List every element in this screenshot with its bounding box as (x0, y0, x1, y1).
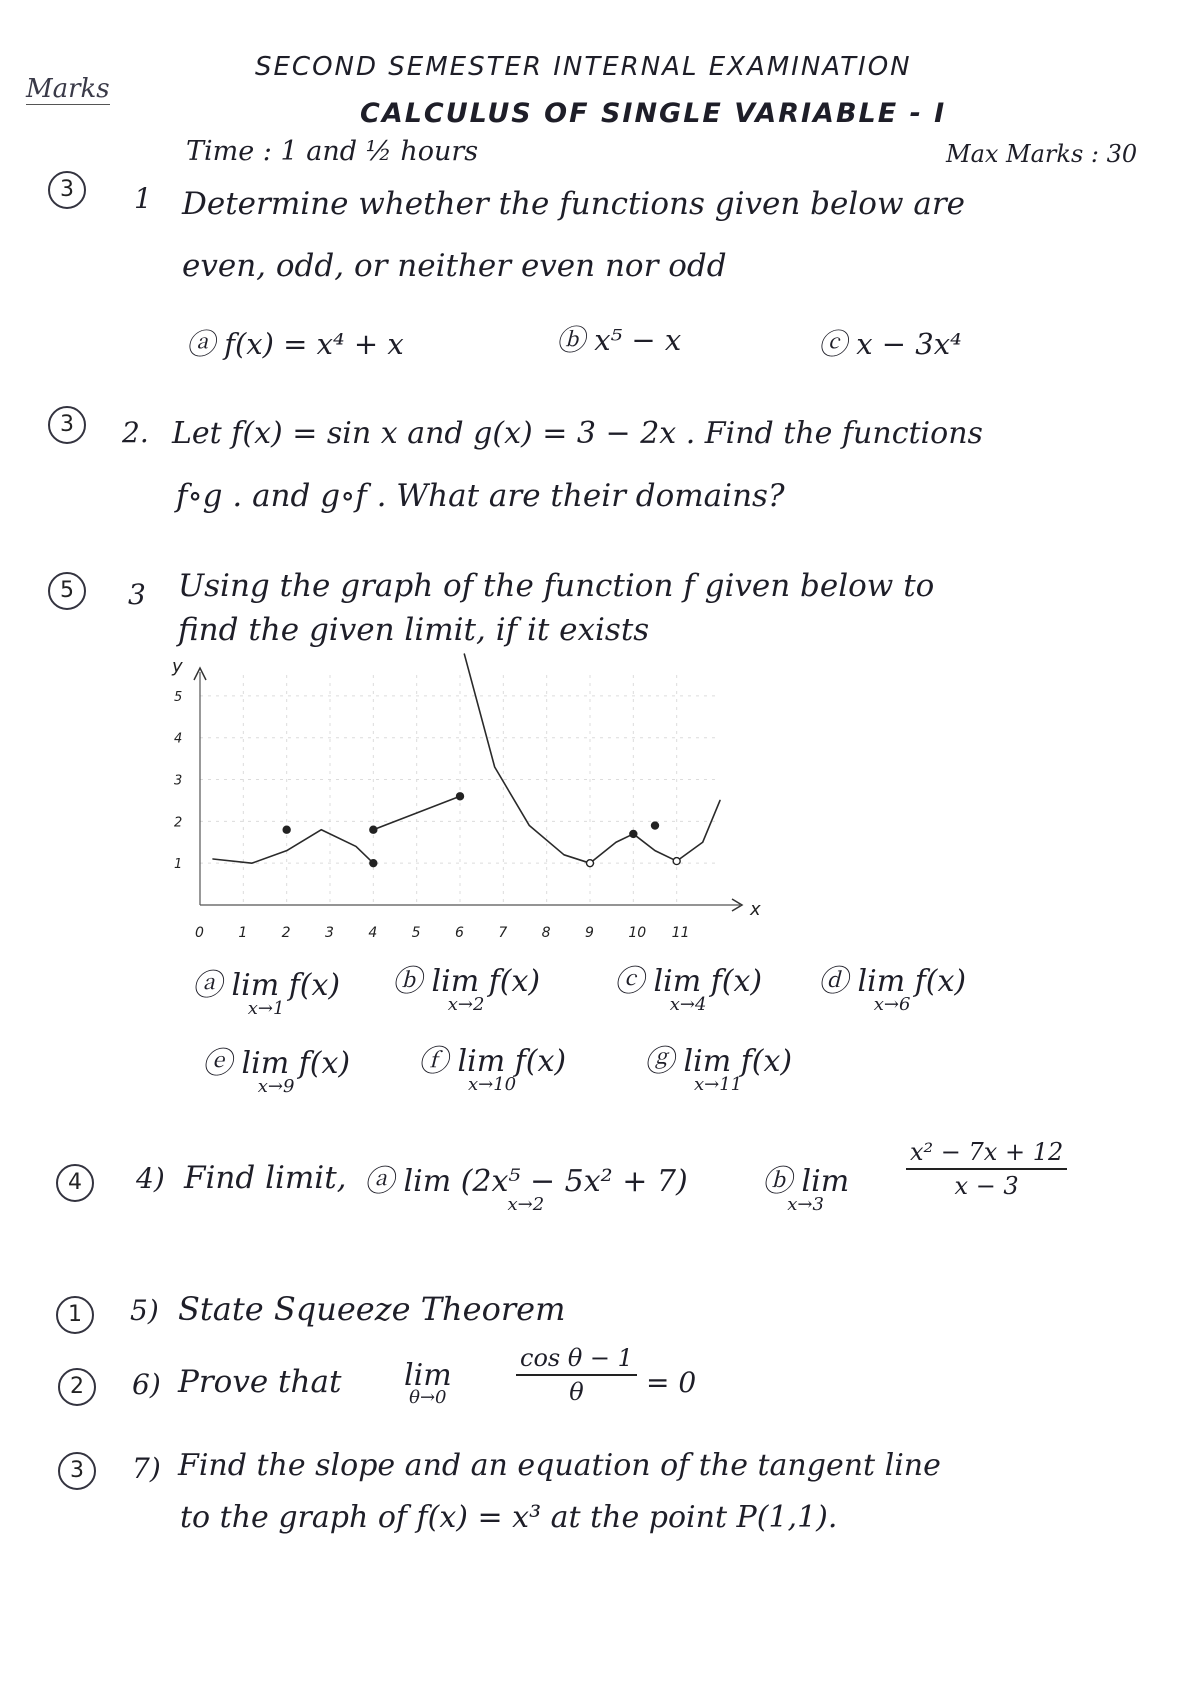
q2-marks-badge: 3 (48, 406, 86, 444)
q6-numerator: cos θ − 1 (516, 1344, 637, 1376)
q1-text-line2: even, odd, or neither even nor odd (182, 248, 727, 284)
q7-text-line1: Find the slope and an equation of the tangent line (178, 1448, 941, 1483)
q3-text-line2: find the given limit, if it exists (178, 612, 650, 648)
q2-text-line2: f∘g . and g∘f . What are their domains? (176, 478, 785, 514)
y-tick-label: 1 (174, 857, 183, 873)
q3-text-line1: Using the graph of the function f given below to (178, 568, 935, 604)
q4-part-b-fraction (906, 1138, 1067, 1200)
q1-part-c: ⓒ x − 3x⁴ (818, 327, 962, 361)
q7-marks-badge: 3 (58, 1452, 96, 1490)
marks-column-label: Marks (26, 74, 110, 104)
q6-marks-badge: 2 (58, 1368, 96, 1406)
x-tick-label: 10 (628, 925, 647, 941)
q6-fraction (516, 1344, 637, 1406)
q3-part-g-under: x→11 (694, 1074, 743, 1095)
filled-point (652, 822, 659, 829)
q3-part-d-label: ⓓ lim f(x) (818, 964, 967, 999)
q1-text-line1: Determine whether the functions given below are (182, 186, 965, 222)
q1-part-a: ⓐ f(x) = x⁴ + x (186, 327, 404, 361)
x-tick-label: 3 (325, 925, 334, 941)
q6-number: 6) (132, 1368, 161, 1401)
q6-lim-under: θ→0 (409, 1387, 447, 1408)
exam-title: SECOND SEMESTER INTERNAL EXAMINATION (255, 52, 912, 82)
q3-part-d (818, 956, 966, 1015)
q1-part-b: ⓑ x⁵ − x (556, 323, 682, 357)
curve-segment-3 (464, 654, 720, 863)
curve-segment-2 (373, 796, 460, 829)
open-point (673, 858, 680, 865)
filled-point (370, 860, 377, 867)
q7-number: 7) (132, 1452, 161, 1485)
q4-marks-badge: 4 (56, 1164, 94, 1202)
q7-text-line2: to the graph of f(x) = x³ at the point P(1,1). (180, 1500, 838, 1535)
q4-part-a-under: x→2 (507, 1194, 545, 1215)
q6-rhs: = 0 (646, 1366, 697, 1399)
q3-part-f-under: x→10 (468, 1074, 517, 1095)
q3-part-d-under: x→6 (873, 994, 911, 1015)
q2-number: 2. (122, 416, 149, 449)
x-tick-label: 8 (541, 925, 551, 941)
q3-part-b (392, 956, 540, 1015)
q3-part-g (644, 1036, 792, 1095)
x-tick-label: 4 (368, 925, 378, 941)
filled-point (457, 793, 464, 800)
q3-part-b-label: ⓑ lim f(x) (392, 964, 541, 999)
q3-part-b-under: x→2 (447, 994, 485, 1015)
filled-point (630, 830, 637, 837)
q1-marks-badge: 3 (48, 171, 86, 209)
q3-part-a-label: ⓐ lim f(x) (192, 968, 341, 1003)
y-axis-label: y (172, 656, 183, 677)
course-title: CALCULUS OF SINGLE VARIABLE - I (360, 98, 947, 129)
q3-part-c-under: x→4 (669, 994, 707, 1015)
x-tick-label: 0 (195, 925, 204, 941)
q3-part-f (418, 1036, 566, 1095)
q2-text-line1: Let f(x) = sin x and g(x) = 3 − 2x . Find the functions (172, 416, 983, 451)
q3-part-e-under: x→9 (257, 1076, 295, 1097)
q3-part-f-label: ⓕ lim f(x) (418, 1044, 567, 1079)
q5-text: State Squeeze Theorem (178, 1290, 566, 1328)
q3-part-g-label: ⓖ lim f(x) (644, 1044, 793, 1079)
q3-part-c-label: ⓒ lim f(x) (614, 964, 763, 999)
q5-number: 5) (130, 1294, 159, 1327)
open-point (587, 860, 594, 867)
q4-part-a-label: ⓐ lim (2x⁵ − 5x² + 7) (364, 1164, 688, 1199)
q3-part-c (614, 956, 762, 1015)
q4-part-b-under: x→3 (787, 1194, 824, 1215)
y-tick-label: 5 (174, 689, 183, 705)
q6-limit (404, 1358, 452, 1408)
x-tick-label: 11 (671, 925, 690, 941)
q5-marks-badge: 1 (56, 1296, 94, 1334)
function-graph (150, 650, 770, 950)
q3-part-e (202, 1038, 350, 1097)
q4-part-b-numerator: x² − 7x + 12 (906, 1138, 1067, 1170)
x-tick-label: 2 (281, 925, 291, 941)
x-tick-label: 5 (411, 925, 421, 941)
max-marks: Max Marks : 30 (946, 140, 1138, 168)
y-tick-label: 3 (174, 773, 183, 789)
q3-part-e-label: ⓔ lim f(x) (202, 1046, 351, 1081)
filled-point (370, 826, 377, 833)
y-tick-label: 2 (174, 815, 183, 831)
q4-part-b (762, 1156, 849, 1215)
q4-text: Find limit, (184, 1160, 347, 1196)
x-tick-label: 1 (238, 925, 248, 941)
x-tick-label: 6 (455, 925, 464, 941)
y-tick-label: 4 (174, 731, 183, 747)
q6-text: Prove that (178, 1364, 342, 1400)
q3-part-a (192, 960, 340, 1019)
q4-number: 4) (136, 1162, 165, 1195)
q3-part-a-under: x→1 (247, 998, 285, 1019)
q3-marks-badge: 5 (48, 572, 86, 610)
q4-part-b-label: ⓑ lim (762, 1164, 850, 1199)
x-tick-label: 9 (585, 925, 594, 941)
filled-point (283, 826, 290, 833)
q3-number: 3 (128, 578, 146, 611)
q1-number: 1 (134, 182, 152, 215)
q4-part-b-denominator: x − 3 (954, 1172, 1019, 1200)
q6-denominator: θ (569, 1378, 584, 1406)
q6-lim-label: lim (404, 1358, 452, 1393)
x-axis-label: x (750, 899, 761, 920)
q4-part-a (364, 1156, 688, 1215)
exam-time: Time : 1 and ½ hours (186, 136, 479, 167)
x-tick-label: 7 (498, 925, 508, 941)
curve-segment-1 (213, 830, 373, 863)
